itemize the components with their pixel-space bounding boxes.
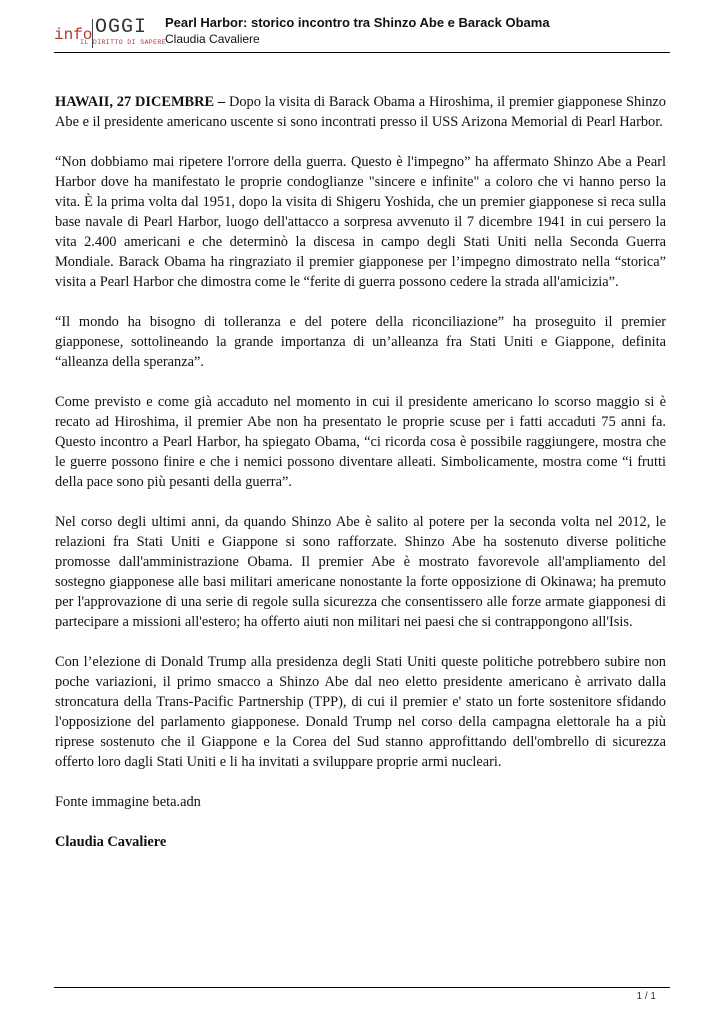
paragraph: Nel corso degli ultimi anni, da quando Shinzo Abe è salito al potere per la seconda volta nel 2012, le relazioni fra Stati Uniti e Giappone si sono rafforzate. Shinzo Abe ha sostenuto diverse politiche promosse dall'amministrazione Obama. Il premier Abe è mostrato favorevole all'ampliamento del sostegno giapponese alle basi militari americane nonostante la forte opposizione di Okinawa; ha premuto per l'approvazione di una serie di regole sulla sicurezza che consentissero alle forze armate giapponesi di partecipare a missioni all'estero; ha offerto aiuti non militari nei paesi che si contrappongono all'Isis. [55,514,666,630]
article-title: Pearl Harbor: storico incontro tra Shinzo Abe e Barack Obama [165,15,550,30]
page-header [54,14,670,53]
page-footer [54,987,670,1002]
lead-text: Dopo la visita di Barack Obama a Hiroshima, il premier giapponese Shinzo Abe e il presidente americano uscente si sono incontrati presso il USS Arizona Memorial di Pearl Harbor. [55,94,667,130]
paragraph: “Non dobbiamo mai ripetere l'orrore della guerra. Questo è l'impegno” ha affermato Shinzo Abe a Pearl Harbor dove ha manifestato le proprie condoglianze "sincere e infinite" a coloro che vi hanno perso la vita. È la prima volta dal 1951, dopo la visita di Shigeru Yoshida, che un premier giapponese si reca sulla base navale di Pearl Harbor, luogo dell'attacco a sorpresa avvenuto il 7 dicembre 1941 in cui persero la vita 2.400 americani e che determinò la discesa in campo degli Stati Uniti nella Seconda Guerra Mondiale. Barack Obama ha ringraziato il premier giapponese per l’impegno dimostrato nella “storica” visita a Pearl Harbor che dimostra come le “ferite di guerra possono cedere la strada all'amicizia”. [55,154,666,290]
lead-paragraph [55,92,666,132]
paragraph: “Il mondo ha bisogno di tolleranza e del potere della riconciliazione” ha proseguito il premier giapponese, sottolineando la grande importanza di un’alleanza fra Stati Uniti e Giappone, definita “alleanza della speranza”. [55,314,666,370]
image-source: Fonte immagine beta.adn [55,794,201,810]
page-number: 1 / 1 [636,991,656,1002]
author-signature: Claudia Cavaliere [55,834,167,850]
infooggi-logo[interactable] [54,16,167,48]
header-author: Claudia Cavaliere [165,32,260,46]
dateline: HAWAII, 27 DICEMBRE – [55,94,226,110]
article-body [55,92,666,872]
logo-oggi-text: OGGI [95,16,148,39]
logo-info-text: info [54,26,93,44]
logo-tagline: IL DIRITTO DI SAPERE [80,39,167,46]
paragraph: Con l’elezione di Donald Trump alla presidenza degli Stati Uniti queste politiche potrebbero subire non poche variazioni, il primo smacco a Shinzo Abe dal neo eletto presidente americano è arrivato dalla stroncatura della Trans-Pacific Partnership (TPP), di cui il premier e' stato un forte sostenitore sfidando l'opposizione del parlamento giapponese. Donald Trump nel corso della campagna elettorale ha a più riprese sostenuto che il Giappone e la Corea del Sud stanno approfittando dell'ombrello di sicurezza offerto loro dagli Stati Uniti e li ha invitati a sviluppare proprie armi nucleari. [55,654,666,770]
paragraph: Come previsto e come già accaduto nel momento in cui il presidente americano lo scorso maggio si è recato ad Hiroshima, il premier Abe non ha presentato le proprie scuse per i fatti accaduti 75 anni fa. Questo incontro a Pearl Harbor, ha spiegato Obama, “ci ricorda cosa è possibile raggiungere, mostra che le guerre possono finire e che i nemici possono diventare alleati. Simbolicamente, mostra come “i frutti della pace sono più pesanti della guerra”. [55,394,666,490]
